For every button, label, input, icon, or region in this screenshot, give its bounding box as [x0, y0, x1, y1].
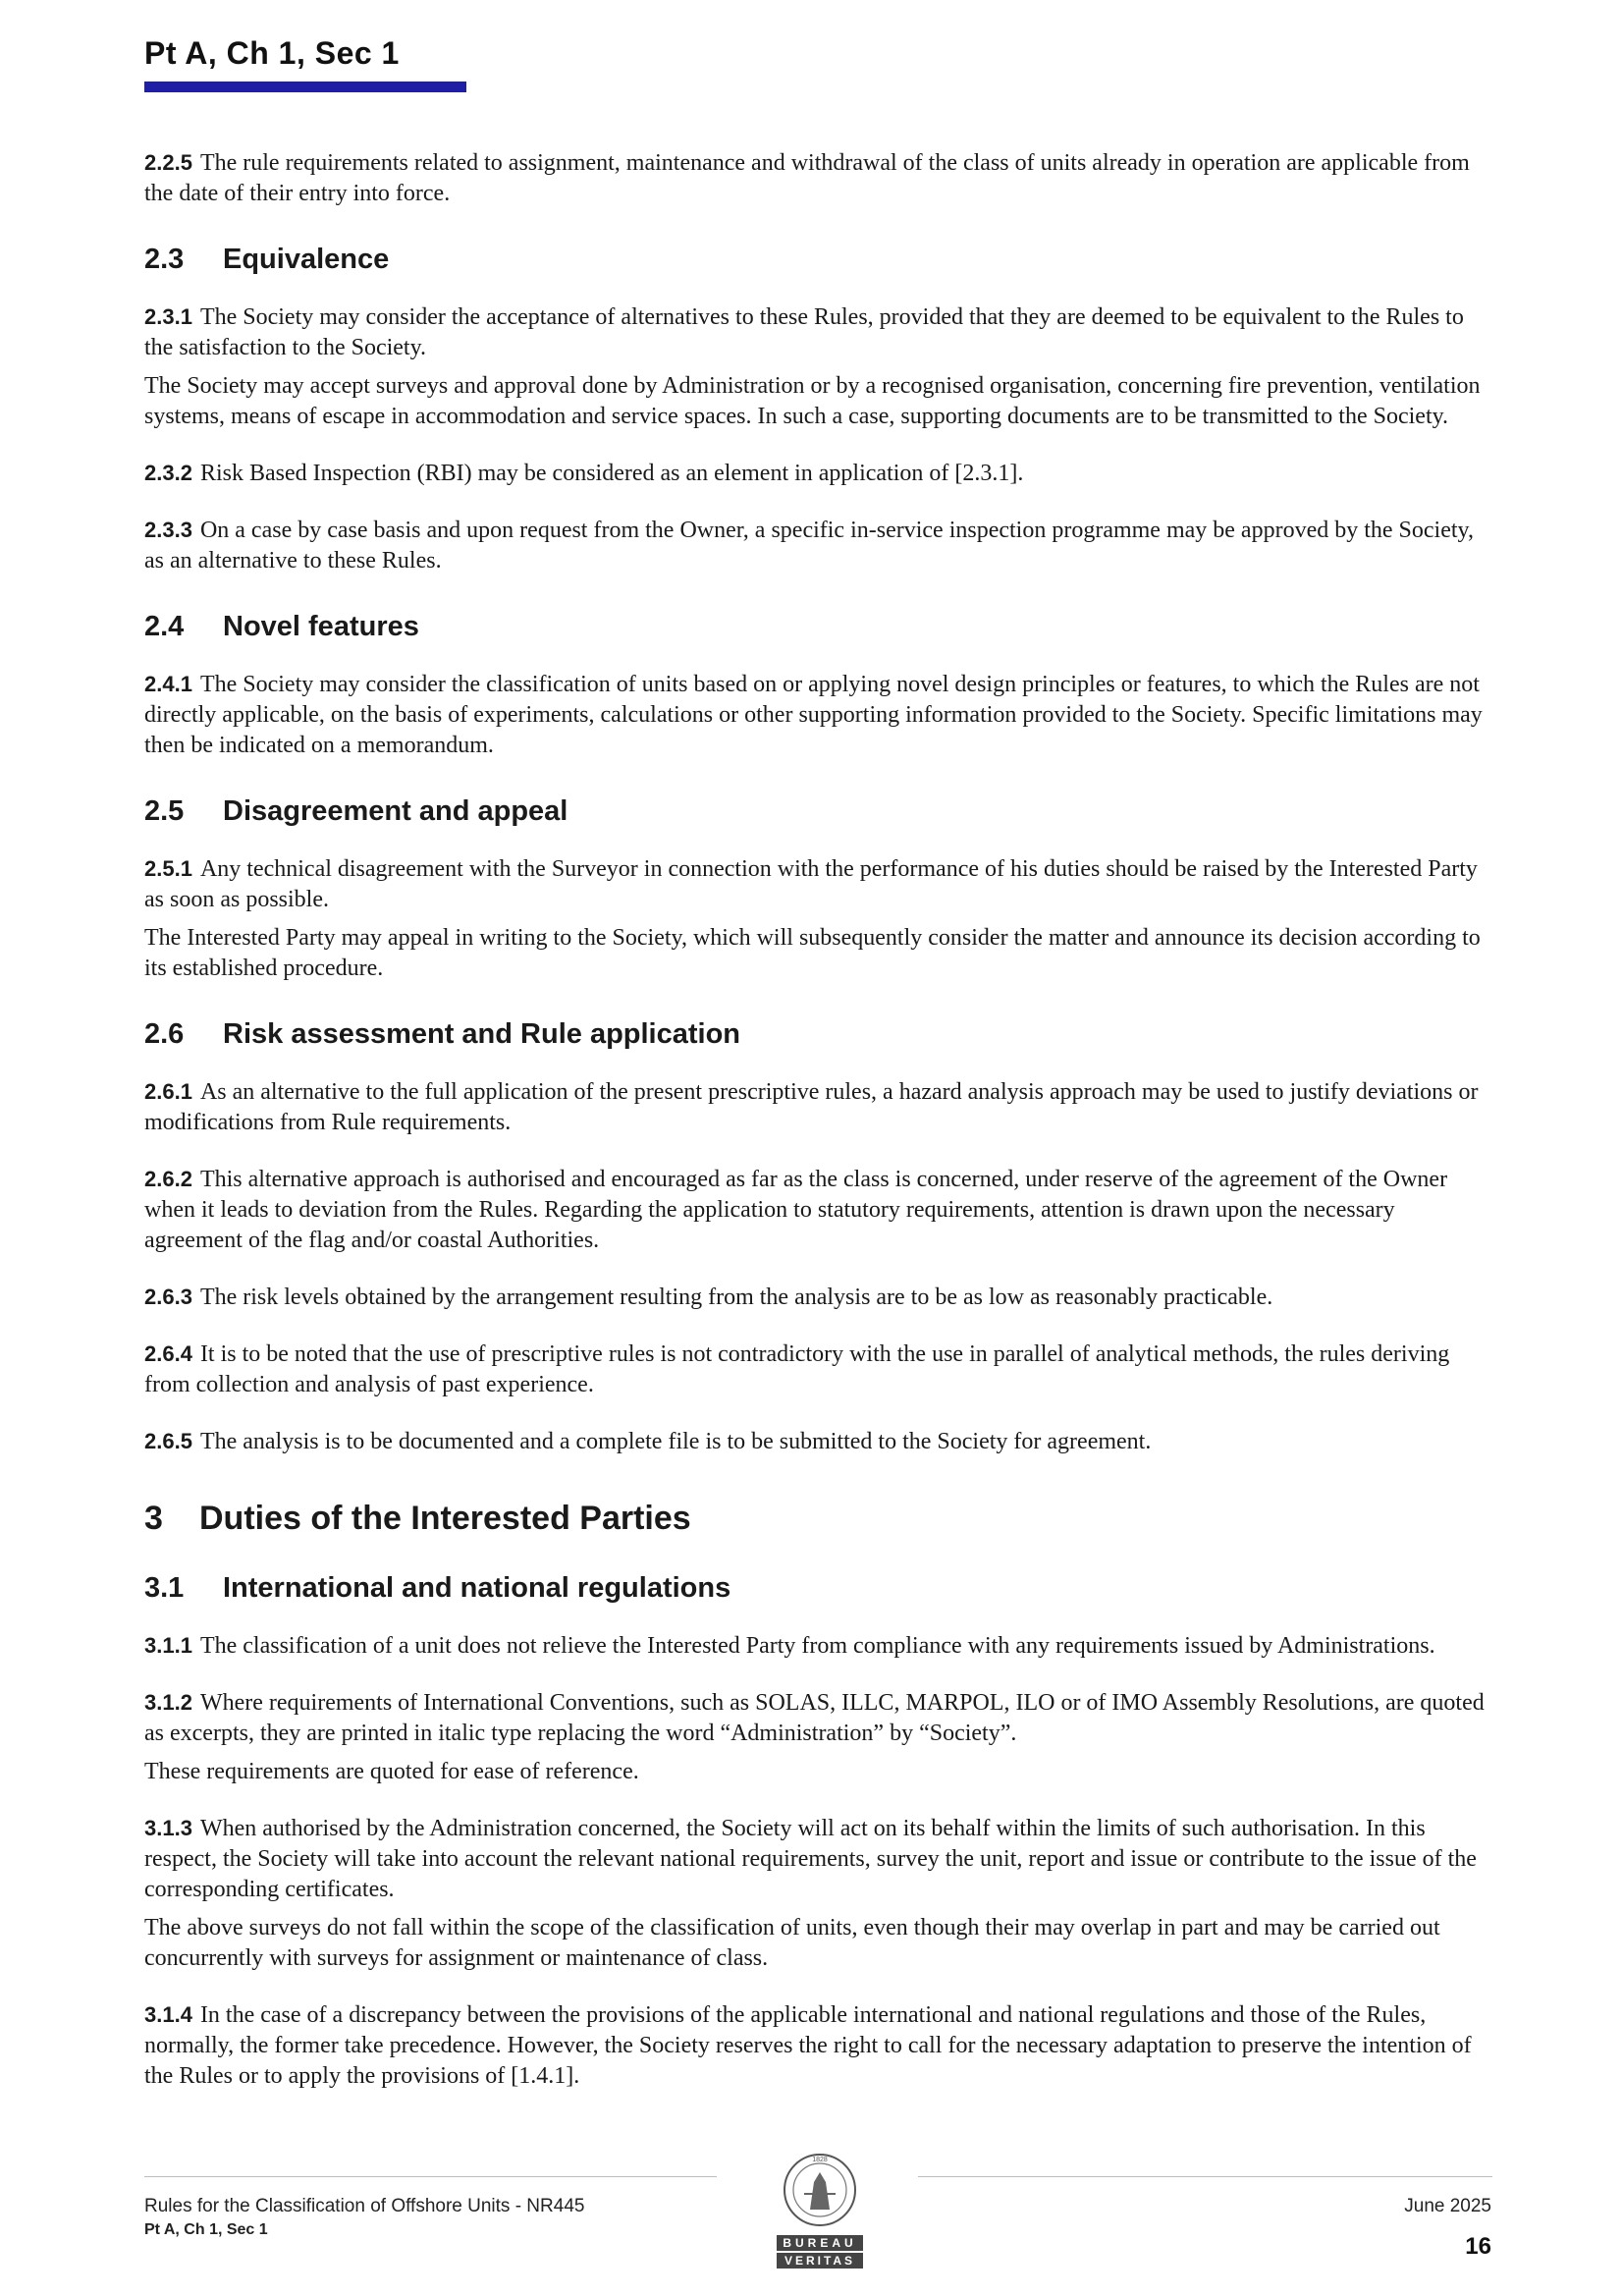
- footer-divider-left: [144, 2176, 717, 2177]
- paragraph-number: 2.6.2: [144, 1167, 192, 1191]
- subsection-heading: [144, 794, 1489, 828]
- subsection-heading: [144, 1017, 1489, 1051]
- paragraph: [144, 1339, 1489, 1400]
- paragraph-number: 2.6.1: [144, 1079, 192, 1104]
- paragraph-number: 3.1.1: [144, 1633, 192, 1658]
- heading-title: Duties of the Interested Parties: [199, 1500, 691, 1537]
- paragraph-number: 2.6.3: [144, 1285, 192, 1309]
- page-number: 16: [1465, 2233, 1491, 2260]
- logo-text-bureau: BUREAU: [783, 2236, 857, 2250]
- heading-title: International and national regulations: [223, 1572, 731, 1604]
- logo-text-veritas: VERITAS: [784, 2254, 856, 2268]
- paragraph-text: As an alternative to the full application of the present prescriptive rules, a hazard analysis approach may be used to justify deviations or modifications from Rule requirements.: [144, 1079, 1479, 1135]
- heading-title: Risk assessment and Rule application: [223, 1018, 741, 1050]
- paragraph-number: 2.3.2: [144, 461, 192, 485]
- paragraph-text: This alternative approach is authorised and encouraged as far as the class is concerned, under reserve of the agreement of the Owner when it leads to deviation from the Rules. Regarding the application to statutory requirements, attention is drawn upon the necessary agreement of the flag and/or coastal Authorities.: [144, 1167, 1448, 1253]
- paragraph-number: 3.1.4: [144, 2002, 192, 2027]
- footer-date: June 2025: [1404, 2196, 1491, 2216]
- footer-document-title: Rules for the Classification of Offshore Units - NR445: [144, 2196, 585, 2216]
- paragraph: [144, 1913, 1489, 1974]
- paragraph: [144, 923, 1489, 984]
- heading-title: Equivalence: [223, 244, 390, 275]
- paragraph-text: Risk Based Inspection (RBI) may be considered as an element in application of [2.3.1].: [199, 461, 1024, 486]
- subsection-heading: [144, 1571, 1489, 1605]
- paragraph: [144, 1426, 1489, 1457]
- section-heading: [144, 1499, 1489, 1538]
- paragraph-text: When authorised by the Administration concerned, the Society will act on its behalf within the limits of such authorisation. In this respect, the Society will take into account the relevant national requirements, survey the unit, report and issue or contribute to the issue of the corresponding certificates.: [144, 1816, 1477, 1902]
- paragraph: [144, 853, 1489, 915]
- paragraph-text: The rule requirements related to assignment, maintenance and withdrawal of the class of units already in operation are applicable from the date of their entry into force.: [144, 150, 1470, 206]
- heading-number: 2.6: [144, 1018, 185, 1050]
- paragraph-text: The Society may accept surveys and approval done by Administration or by a recognised organisation, concerning fire prevention, ventilation systems, means of escape in accommodation and service spaces. In such a case, supporting documents are to be transmitted to the Society.: [144, 373, 1481, 429]
- paragraph-text: The analysis is to be documented and a complete file is to be submitted to the Society for agreement.: [199, 1429, 1152, 1454]
- paragraph-number: 2.6.5: [144, 1429, 192, 1453]
- subsection-heading: [144, 610, 1489, 643]
- paragraph-text: On a case by case basis and upon request from the Owner, a specific in-service inspection programme may be approved by the Society, as an alternative to these Rules.: [144, 518, 1474, 574]
- paragraph: [144, 669, 1489, 761]
- paragraph: [144, 1630, 1489, 1662]
- paragraph-number: 2.2.5: [144, 150, 192, 175]
- paragraph-number: 2.5.1: [144, 856, 192, 881]
- paragraph: [144, 371, 1489, 432]
- paragraph: [144, 1757, 1489, 1787]
- heading-number: 2.3: [144, 244, 185, 275]
- paragraph: [144, 515, 1489, 576]
- paragraph: [144, 1164, 1489, 1256]
- heading-number: 2.5: [144, 795, 185, 827]
- paragraph: [144, 1076, 1489, 1138]
- footer-left: [144, 2196, 584, 2239]
- paragraph-text: In the case of a discrepancy between the provisions of the applicable international and national regulations and those of the Rules, normally, the former take precedence. However, the Society reserves the right to call for the necessary adaptation to preserve the intention of the Rules or to apply the provisions of [1.4.1].: [144, 2002, 1472, 2089]
- heading-title: Novel features: [223, 611, 419, 642]
- paragraph-text: The classification of a unit does not relieve the Interested Party from compliance with any requirements issued by Administrations.: [199, 1633, 1435, 1659]
- paragraph: [144, 1813, 1489, 1905]
- paragraph-text: It is to be noted that the use of prescriptive rules is not contradictory with the use in parallel of analytical methods, the rules deriving from collection and analysis of past experience.: [144, 1341, 1450, 1397]
- paragraph-number: 2.3.3: [144, 518, 192, 542]
- subsection-heading: [144, 243, 1489, 276]
- document-body: [144, 147, 1489, 2117]
- heading-number: 3: [144, 1500, 163, 1537]
- paragraph-number: 2.4.1: [144, 672, 192, 696]
- bureau-veritas-logo: [771, 2149, 869, 2276]
- heading-number: 3.1: [144, 1572, 185, 1604]
- logo-year: 1828: [812, 2157, 828, 2163]
- footer-section: Pt A, Ch 1, Sec 1: [144, 2221, 268, 2238]
- paragraph-text: These requirements are quoted for ease of reference.: [144, 1759, 639, 1784]
- footer-divider-right: [918, 2176, 1492, 2177]
- paragraph: [144, 301, 1489, 363]
- heading-number: 2.4: [144, 611, 185, 642]
- footer-right: [1404, 2196, 1491, 2261]
- paragraph-text: The risk levels obtained by the arrangement resulting from the analysis are to be as low as reasonably practicable.: [199, 1285, 1273, 1310]
- paragraph-text: Where requirements of International Conventions, such as SOLAS, ILLC, MARPOL, ILO or of IMO Assembly Resolutions, are quoted as excerpts, they are printed in italic type replacing the word “Administration” by “Society”.: [144, 1690, 1485, 1746]
- paragraph-number: 2.6.4: [144, 1341, 192, 1366]
- paragraph-text: Any technical disagreement with the Surveyor in connection with the performance of his duties should be raised by the Interested Party as soon as possible.: [144, 856, 1478, 912]
- paragraph: [144, 1999, 1489, 2092]
- paragraph-number: 3.1.2: [144, 1690, 192, 1715]
- paragraph-text: The Society may consider the acceptance of alternatives to these Rules, provided that they are deemed to be equivalent to the Rules to the satisfaction to the Society.: [144, 304, 1464, 360]
- paragraph-text: The above surveys do not fall within the scope of the classification of units, even though their may overlap in part and may be carried out concurrently with surveys for assignment or maintenance of class.: [144, 1915, 1440, 1971]
- paragraph-number: 2.3.1: [144, 304, 192, 329]
- page-header: [144, 35, 400, 72]
- paragraph-text: The Society may consider the classification of units based on or applying novel design principles or features, to which the Rules are not directly applicable, on the basis of experiments, calculations or other supporting information provided to the Society. Specific limitations may then be indicated on a memorandum.: [144, 672, 1483, 758]
- paragraph: [144, 147, 1489, 209]
- heading-title: Disagreement and appeal: [223, 795, 568, 827]
- paragraph-number: 3.1.3: [144, 1816, 192, 1840]
- page-header-title: Pt A, Ch 1, Sec 1: [144, 35, 400, 71]
- paragraph: [144, 1687, 1489, 1749]
- paragraph-text: The Interested Party may appeal in writing to the Society, which will subsequently consider the matter and announce its decision according to its established procedure.: [144, 925, 1481, 981]
- header-accent-rule: [144, 82, 466, 92]
- paragraph: [144, 1282, 1489, 1313]
- paragraph: [144, 458, 1489, 489]
